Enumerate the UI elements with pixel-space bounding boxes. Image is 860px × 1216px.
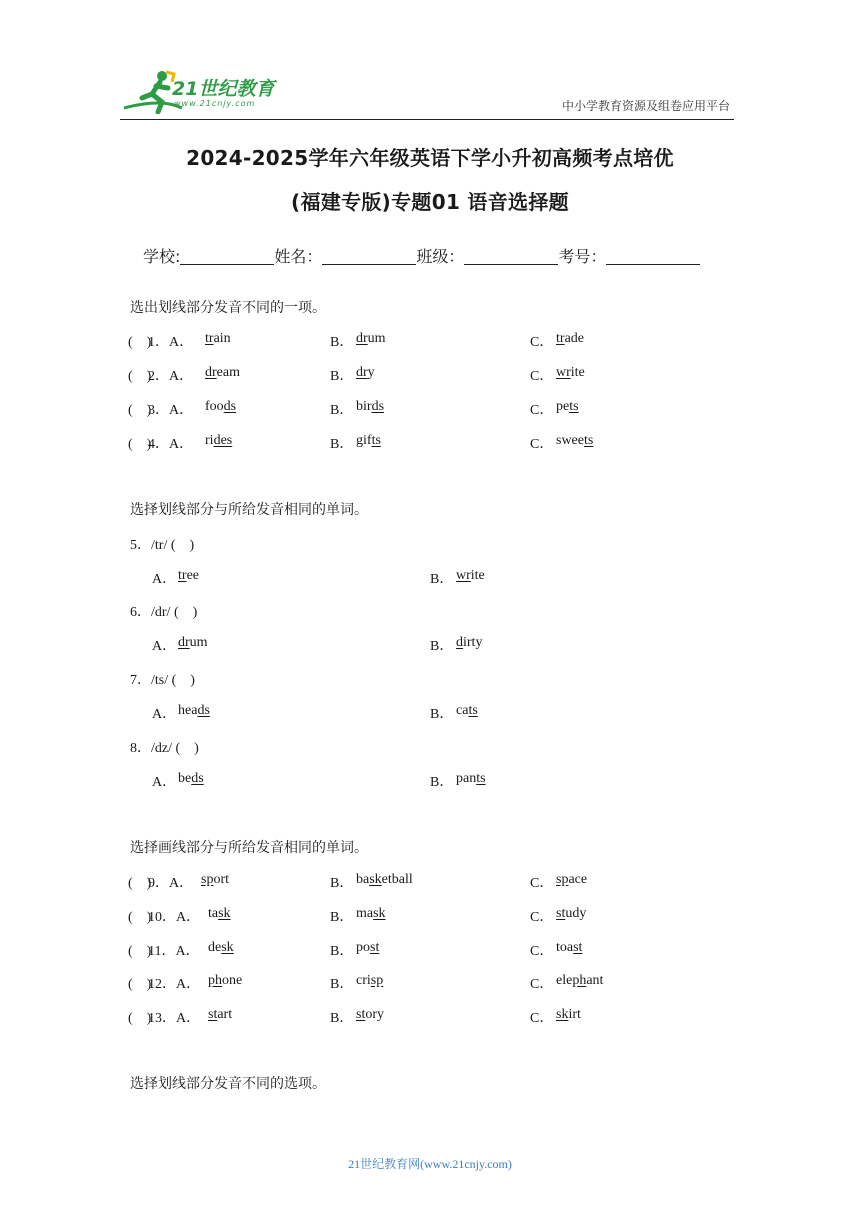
underlined-part: wr <box>556 365 571 380</box>
underlined-part: ds <box>371 399 385 414</box>
option-b <box>456 568 485 584</box>
option-c <box>556 940 582 956</box>
option-b <box>356 940 379 956</box>
answer-paren[interactable]: ( ) <box>128 977 152 992</box>
underlined-part: st <box>208 1007 218 1022</box>
word-part: ite <box>470 568 485 583</box>
option-b-label: B． <box>430 639 454 654</box>
question-stem: 6．/dr/ ( ) <box>130 605 198 620</box>
option-c <box>556 399 579 415</box>
section-3-instruction: 选择画线部分与所给发音相同的单词。 <box>130 840 368 856</box>
answer-paren[interactable]: ( ) <box>128 403 152 418</box>
school-label: 学校: <box>143 247 181 266</box>
option-a <box>205 399 236 415</box>
word-part: be <box>178 771 192 786</box>
option-b <box>356 973 383 989</box>
word-part: ace <box>568 872 588 887</box>
exam-no-field[interactable] <box>606 248 700 265</box>
underlined-part: sp <box>556 872 569 887</box>
word-part: ee <box>186 568 199 583</box>
header-divider <box>120 119 734 120</box>
logo <box>122 68 292 114</box>
underlined-part: st <box>356 1007 366 1022</box>
student-info-line <box>143 244 700 267</box>
underlined-part: tr <box>178 568 187 583</box>
word-part: etball <box>381 872 413 887</box>
word-part: art <box>217 1007 233 1022</box>
option-a <box>178 771 204 787</box>
question-number: 2．A． <box>148 369 194 384</box>
underlined-part: ph <box>208 973 222 988</box>
word-part: ade <box>564 331 584 346</box>
word-part: eam <box>216 365 240 380</box>
option-c-label: C． <box>530 910 554 925</box>
option-b-label: B． <box>430 775 454 790</box>
underlined-part: ts <box>476 771 486 786</box>
option-c-label: C． <box>530 403 554 418</box>
word-part: de <box>208 940 222 955</box>
word-part: ant <box>586 973 604 988</box>
word-part: pe <box>556 399 570 414</box>
page-subtitle: (福建专版)专题01 语音选择题 <box>291 190 569 214</box>
option-b <box>356 433 381 449</box>
option-c <box>556 973 603 989</box>
option-c <box>556 872 587 888</box>
underlined-part: ph <box>572 973 587 988</box>
word-part: swee <box>556 433 584 448</box>
word-part: udy <box>565 906 587 921</box>
underlined-part: st <box>573 940 583 955</box>
option-b-label: B． <box>330 910 354 925</box>
option-b <box>356 399 384 415</box>
word-part: po <box>356 940 370 955</box>
option-a <box>178 703 210 719</box>
option-b <box>356 365 375 381</box>
word-part: irty <box>463 635 483 650</box>
option-b-label: B． <box>430 707 454 722</box>
underlined-part: dr <box>356 331 368 346</box>
option-c-label: C． <box>530 335 554 350</box>
underlined-part: sk <box>221 940 234 955</box>
underlined-part: sk <box>373 906 386 921</box>
question-number: 3．A． <box>148 403 194 418</box>
option-b <box>356 331 386 347</box>
word-part: um <box>189 635 208 650</box>
option-c-label: C． <box>530 437 554 452</box>
name-field[interactable] <box>322 248 416 265</box>
question-number: 9．A． <box>148 876 194 891</box>
option-a <box>205 331 231 347</box>
word-part: ort <box>213 872 230 887</box>
underlined-part: wr <box>456 568 471 583</box>
underlined-part: tr <box>556 331 565 346</box>
underlined-part: d <box>456 635 463 650</box>
word-part: ba <box>356 872 370 887</box>
option-b-label: B． <box>330 876 354 891</box>
class-field[interactable] <box>464 248 558 265</box>
word-part: toa <box>556 940 574 955</box>
option-a <box>208 940 234 956</box>
underlined-part: ds <box>191 771 204 786</box>
footer-text: 21世纪教育网(www.21cnjy.com) <box>348 1157 512 1171</box>
option-b-label: B． <box>330 977 354 992</box>
option-a <box>208 973 242 989</box>
word-part: cri <box>356 973 371 988</box>
word-part: y <box>367 365 375 380</box>
word-part: foo <box>205 399 224 414</box>
underlined-part: ds <box>223 399 237 414</box>
underlined-part: sk <box>218 906 231 921</box>
class-label: 班级： <box>416 247 465 266</box>
logo-url: www.21cnjy.com <box>174 99 256 108</box>
word-part: ele <box>556 973 573 988</box>
option-c-label: C． <box>530 369 554 384</box>
option-b <box>356 906 386 922</box>
logo-text: 21世纪教育 <box>172 78 275 100</box>
word-part: pan <box>456 771 477 786</box>
option-c <box>556 906 586 922</box>
underlined-part: dr <box>356 365 368 380</box>
question-number: 10．A． <box>148 910 201 925</box>
option-a-label: A． <box>152 775 177 790</box>
exam-no-label: 考号： <box>558 247 607 266</box>
word-part: ain <box>213 331 231 346</box>
answer-paren[interactable]: ( ) <box>128 1011 152 1026</box>
option-c-label: C． <box>530 977 554 992</box>
underlined-part: ts <box>569 399 579 414</box>
option-b-label: B． <box>330 944 354 959</box>
name-label: 姓名： <box>274 247 323 266</box>
word-part: ta <box>208 906 219 921</box>
word-part: one <box>222 973 243 988</box>
option-a <box>178 568 199 584</box>
option-c <box>556 365 585 381</box>
underlined-part: tr <box>205 331 214 346</box>
option-b <box>456 635 482 651</box>
question-number: 12．A． <box>148 977 201 992</box>
question-number: 13．A． <box>148 1011 201 1026</box>
answer-paren[interactable]: ( ) <box>128 944 152 959</box>
answer-paren[interactable]: ( ) <box>128 369 152 384</box>
underlined-part: ds <box>197 703 210 718</box>
option-a <box>205 433 232 449</box>
underlined-part: des <box>213 433 233 448</box>
question-number: 4．A． <box>148 437 194 452</box>
underlined-part: ts <box>584 433 594 448</box>
option-b <box>356 1007 384 1023</box>
word-part: hea <box>178 703 198 718</box>
underlined-part: dr <box>178 635 190 650</box>
option-b-label: B． <box>330 335 354 350</box>
site-slogan: 中小学教育资源及组卷应用平台 <box>561 99 730 113</box>
option-b-label: B． <box>330 437 354 452</box>
option-a <box>208 1007 232 1023</box>
section-1-instruction: 选出划线部分发音不同的一项。 <box>130 300 326 316</box>
option-b-label: B． <box>330 1011 354 1026</box>
word-part: ri <box>205 433 214 448</box>
option-c-label: C． <box>530 944 554 959</box>
page-title: 2024-2025学年六年级英语下学小升初高频考点培优 <box>186 146 674 170</box>
underlined-part: ts <box>468 703 478 718</box>
option-b <box>456 771 486 787</box>
option-a-label: A． <box>152 572 177 587</box>
question-stem: 5．/tr/ ( ) <box>130 538 195 553</box>
option-b-label: B． <box>330 403 354 418</box>
answer-paren[interactable]: ( ) <box>128 335 152 350</box>
underlined-part: sk <box>369 872 382 887</box>
underlined-part: st <box>556 906 566 921</box>
question-stem: 8．/dz/ ( ) <box>130 741 199 756</box>
word-part: ma <box>356 906 374 921</box>
word-part: bir <box>356 399 372 414</box>
section-2-instruction: 选择划线部分与所给发音相同的单词。 <box>130 502 368 518</box>
option-b <box>356 872 413 888</box>
option-a <box>201 872 229 888</box>
word-part: irt <box>568 1007 581 1022</box>
option-c <box>556 1007 581 1023</box>
underlined-part: ts <box>371 433 381 448</box>
option-c <box>556 331 584 347</box>
word-part: ca <box>456 703 469 718</box>
option-c-label: C． <box>530 876 554 891</box>
underlined-part: st <box>370 940 380 955</box>
question-stem: 7．/ts/ ( ) <box>130 673 195 688</box>
option-a-label: A． <box>152 707 177 722</box>
underlined-part: sp <box>370 973 384 988</box>
word-part: ite <box>570 365 585 380</box>
underlined-part: sk <box>556 1007 569 1022</box>
option-b-label: B． <box>330 369 354 384</box>
answer-paren[interactable]: ( ) <box>128 437 152 452</box>
underlined-part: sp <box>201 872 214 887</box>
question-number: 11．A． <box>148 944 200 959</box>
option-a <box>205 365 240 381</box>
option-b <box>456 703 478 719</box>
school-field[interactable] <box>180 248 274 265</box>
word-part: um <box>367 331 386 346</box>
option-c-label: C． <box>530 1011 554 1026</box>
word-part: gif <box>356 433 372 448</box>
option-a-label: A． <box>152 639 177 654</box>
answer-paren[interactable]: ( ) <box>128 876 152 891</box>
option-a <box>178 635 208 651</box>
option-c <box>556 433 593 449</box>
option-b-label: B． <box>430 572 454 587</box>
underlined-part: dr <box>205 365 217 380</box>
option-a <box>208 906 231 922</box>
word-part: ory <box>365 1007 385 1022</box>
question-number: 1．A． <box>148 335 194 350</box>
section-4-instruction: 选择划线部分发音不同的选项。 <box>130 1076 326 1092</box>
answer-paren[interactable]: ( ) <box>128 910 152 925</box>
